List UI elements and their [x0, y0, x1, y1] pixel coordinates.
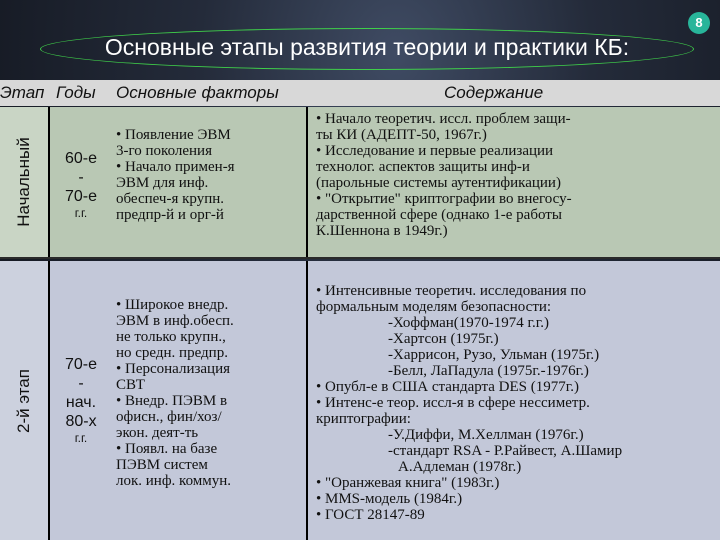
stage-cell [0, 261, 50, 540]
factor-line: • Персонализация [116, 361, 231, 377]
content-line: • MMS-модель (1984г.) [316, 491, 463, 507]
stage-label: 2-й этап [14, 368, 33, 433]
factor-line: обеспеч-я крупн. [116, 191, 225, 207]
years-line: 60-е [64, 150, 98, 167]
stage-label: Начальный [14, 137, 33, 227]
factor-line: ЭВМ в инф.обесп. [116, 313, 234, 329]
factor-line: 3-го поколения [116, 143, 212, 159]
content-line: • "Открытие" криптографии во внегосу- [316, 191, 572, 207]
content-line: -Хартсон (1975г.) [388, 331, 499, 347]
years-text [50, 149, 112, 220]
stage-cell [0, 107, 50, 257]
factor-line: предпр-й и орг-й [116, 207, 224, 223]
years-line: 70-е [64, 188, 98, 205]
header-content: Содержание [444, 83, 544, 102]
content-line: К.Шеннона в 1949г.) [316, 223, 448, 239]
content-line: • Интенсивные теоретич. исследования по [316, 283, 587, 299]
content-line: • Исследование и первые реализации [316, 143, 554, 159]
years-text [50, 355, 112, 445]
slide-title: Основные этапы развития теории и практики КБ: [104, 34, 630, 60]
factor-line: ЭВМ для инф. [116, 175, 209, 191]
content-text [316, 111, 716, 239]
factor-line: офисн., фин/хоз/ [116, 409, 222, 425]
table-header [0, 80, 720, 106]
factor-line: • Появл. на базе [116, 441, 218, 457]
factor-line: • Начало примен-я [116, 159, 235, 175]
content-line: • Интенс-е теор. иссл-я в сфере нессиметр. [316, 395, 590, 411]
years-line: 80-х [65, 413, 97, 430]
factors-cell [112, 107, 308, 257]
content-line: -Белл, ЛаПадула (1975г.-1976г.) [388, 363, 589, 379]
factor-line: но средн. предпр. [116, 345, 228, 361]
header-years: Годы [56, 83, 96, 102]
content-cell [308, 261, 720, 540]
content-line: формальным моделям безопасности: [316, 299, 552, 315]
table-row-second-stage [0, 261, 720, 540]
header-stage: Этап [0, 83, 45, 102]
factor-line: • Появление ЭВМ [116, 127, 231, 143]
content-line: ты КИ (АДЕПТ-50, 1967г.) [316, 127, 487, 143]
years-line: - [78, 169, 84, 186]
factors-cell [112, 261, 308, 540]
factor-line: СВТ [116, 377, 145, 393]
content-cell [308, 107, 720, 257]
content-line: • Начало теоретич. иссл. проблем защи- [316, 111, 571, 127]
header-factors: Основные факторы [116, 83, 279, 102]
table-row-initial [0, 107, 720, 259]
factor-line: • Внедр. ПЭВМ в [116, 393, 228, 409]
factor-line: ПЭВМ систем [116, 457, 208, 473]
content-line: • Опубл-е в США стандарта DES (1977г.) [316, 379, 579, 395]
content-line: дарственной сфере (однако 1-е работы [316, 207, 562, 223]
years-line: - [78, 375, 84, 392]
content-line: А.Адлеман (1978г.) [398, 459, 522, 475]
content-line: -Харрисон, Рузо, Ульман (1975г.) [388, 347, 600, 363]
factor-line: не только крупн., [116, 329, 226, 345]
content-line: -Хоффман(1970-1974 г.г.) [388, 315, 549, 331]
factors-text [116, 127, 306, 223]
content-line: криптографии: [316, 411, 411, 427]
years-line: г.г. [74, 431, 88, 445]
years-cell [50, 107, 112, 257]
factor-line: • Широкое внедр. [116, 297, 229, 313]
content-line: • "Оранжевая книга" (1983г.) [316, 475, 500, 491]
years-line: 70-е [64, 356, 98, 373]
years-line: нач. [65, 394, 97, 411]
factor-line: экон. деят-ть [116, 425, 199, 441]
years-cell [50, 261, 112, 540]
content-line: -У.Диффи, М.Хеллман (1976г.) [388, 427, 584, 443]
content-line: (парольные системы аутентификации) [316, 175, 561, 191]
factors-text [116, 297, 306, 489]
slide-number-badge: 8 [688, 12, 710, 34]
factor-line: лок. инф. коммун. [116, 473, 232, 489]
content-line: • ГОСТ 28147-89 [316, 507, 425, 523]
content-text [316, 283, 716, 523]
content-line: технолог. аспектов защиты инф-и [316, 159, 530, 175]
title-area [40, 28, 694, 70]
years-line: г.г. [74, 206, 88, 220]
content-line: -стандарт RSA - Р.Райвест, А.Шамир [388, 443, 623, 459]
